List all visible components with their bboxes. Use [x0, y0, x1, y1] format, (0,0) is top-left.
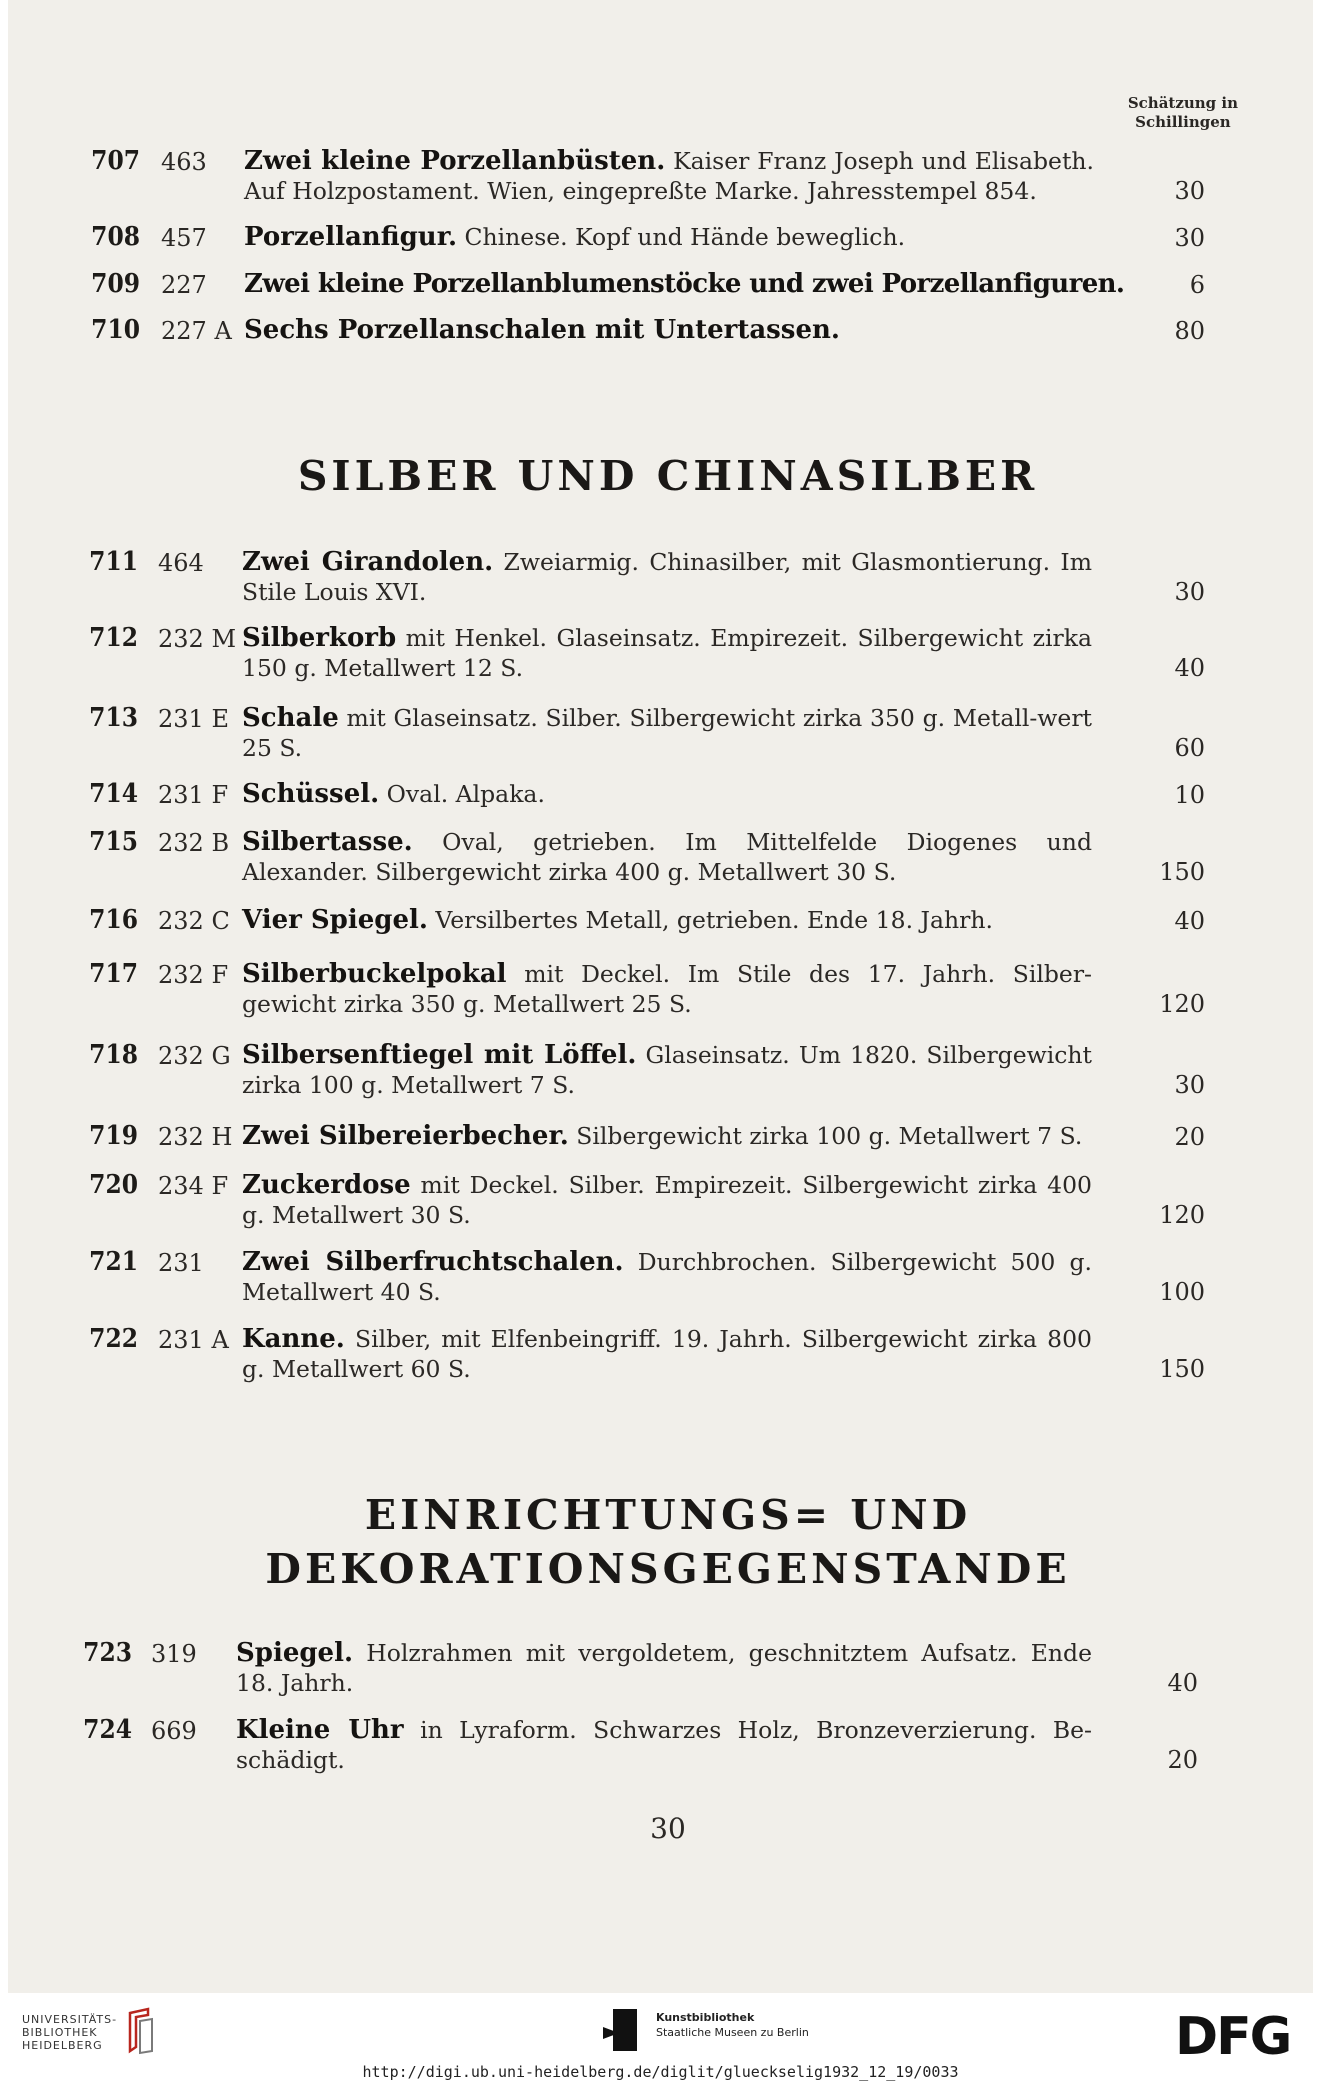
estimate-price: 20 [1174, 1123, 1205, 1151]
lot-number: 712 [89, 623, 138, 653]
entry-description [244, 146, 1094, 206]
estimate-price: 30 [1174, 224, 1205, 252]
reference-number: 231 E [158, 705, 229, 733]
entry-text: Glaseinsatz. Um 1820. Silbergewicht zirka 100 g. Metallwert 7 S. [242, 1041, 1092, 1099]
reference-number: 227 [161, 271, 207, 299]
lot-number: 711 [89, 547, 138, 577]
lot-number: 707 [91, 146, 140, 176]
reference-number: 234 F [158, 1172, 229, 1200]
entry-text: Silbergewicht zirka 100 g. Metallwert 7 S. [568, 1122, 1083, 1150]
estimate-price: 150 [1159, 858, 1205, 886]
estimate-price: 120 [1159, 990, 1205, 1018]
lot-number: 723 [83, 1638, 132, 1668]
entry-description [242, 1040, 1092, 1100]
kunstbibliothek-label [656, 2010, 809, 2040]
entry-title: Silberkorb [242, 623, 397, 653]
lot-number: 721 [89, 1247, 138, 1277]
entry-text: Durchbrochen. Silbergewicht 500 g. Metallwert 40 S. [242, 1248, 1093, 1306]
estimate-price: 30 [1174, 177, 1205, 205]
entry-description [242, 703, 1092, 763]
estimate-price: 40 [1167, 1669, 1198, 1697]
estimate-price: 40 [1174, 907, 1205, 935]
entry-description [244, 222, 1094, 252]
estimate-price: 60 [1174, 734, 1205, 762]
lot-number: 717 [89, 959, 138, 989]
entry-description [242, 623, 1092, 683]
entry-description [244, 269, 1124, 299]
entry-text: Holzrahmen mit vergoldetem, geschnitztem Aufsatz. Ende 18. Jahrh. [236, 1639, 1092, 1697]
entry-text: Oval. Alpaka. [379, 780, 545, 808]
estimate-header-line2: Schillingen [1135, 113, 1231, 131]
lot-number: 716 [89, 905, 138, 935]
entry-description [242, 1247, 1092, 1307]
catalog-page [8, 0, 1313, 1993]
reference-number: 231 [158, 1249, 204, 1277]
estimate-header-line1: Schätzung in [1127, 94, 1238, 112]
estimate-price: 100 [1159, 1278, 1205, 1306]
lot-number: 724 [83, 1715, 132, 1745]
lot-number: 709 [91, 269, 140, 299]
reference-number: 231 A [158, 1326, 229, 1354]
lot-number: 720 [89, 1170, 138, 1200]
reference-number: 231 F [158, 781, 229, 809]
kunstbibliothek-logo-icon [603, 2009, 637, 2051]
entry-description [236, 1638, 1092, 1698]
reference-number: 232 H [158, 1123, 233, 1151]
reference-number: 232 G [158, 1042, 231, 1070]
entry-description [242, 905, 1092, 935]
estimate-price: 150 [1159, 1355, 1205, 1383]
entry-text: Zweiarmig. Chinasilber, mit Glasmontierung. Im Stile Louis XVI. [242, 548, 1092, 606]
entry-title: Schale [242, 703, 339, 733]
reference-number: 319 [151, 1640, 197, 1668]
entry-description [242, 1170, 1092, 1230]
entry-title: Zwei kleine Porzellanbüsten. [244, 146, 666, 176]
entry-title: Silbertasse. [242, 827, 413, 857]
entry-title: Kleine Uhr [236, 1715, 404, 1745]
lot-number: 713 [89, 703, 138, 733]
entry-title: Silbersenftiegel mit Löffel. [242, 1040, 637, 1070]
entry-text: Silber, mit Elfenbeingriff. 19. Jahrh. Silbergewicht zirka 800 g. Metallwert 60 S. [242, 1325, 1092, 1383]
entry-description [242, 959, 1092, 1019]
estimate-price: 20 [1167, 1746, 1198, 1774]
entry-title: Sechs Porzellanschalen mit Untertassen. [244, 315, 840, 345]
entry-title: Silberbuckelpokal [242, 959, 507, 989]
reference-number: 463 [161, 148, 207, 176]
entry-title: Zwei Silbereierbecher. [242, 1121, 569, 1151]
lot-number: 715 [89, 827, 138, 857]
estimate-price: 30 [1174, 578, 1205, 606]
entry-text: mit Glaseinsatz. Silber. Silbergewicht zirka 350 g. Metall-wert 25 S. [242, 704, 1092, 762]
entry-text: Versilbertes Metall, getrieben. Ende 18. Jahrh. [427, 906, 993, 934]
estimate-price: 10 [1174, 781, 1205, 809]
entry-description [242, 1324, 1092, 1384]
entry-text: mit Henkel. Glaseinsatz. Empirezeit. Silbergewicht zirka 150 g. Metallwert 12 S. [242, 624, 1092, 682]
entry-text: mit Deckel. Silber. Empirezeit. Silbergewicht zirka 400 g. Metallwert 30 S. [242, 1171, 1092, 1229]
section-title-furnishings-line1: EINRICHTUNGS= UND [364, 1491, 972, 1539]
entry-title: Porzellanfigur. [244, 222, 458, 252]
lot-number: 708 [91, 222, 140, 252]
entry-text: mit Deckel. Im Stile des 17. Jahrh. Silber-gewicht zirka 350 g. Metallwert 25 S. [242, 960, 1092, 1018]
entry-description [242, 547, 1092, 607]
estimate-price: 30 [1174, 1071, 1205, 1099]
reference-number: 232 M [158, 625, 237, 653]
entry-title: Spiegel. [236, 1638, 354, 1668]
reference-number: 227 A [161, 317, 232, 345]
entry-title: Vier Spiegel. [242, 905, 428, 935]
reference-number: 232 B [158, 829, 230, 857]
estimate-price: 6 [1189, 271, 1205, 299]
entry-text: Oval, getrieben. Im Mittelfelde Diogenes und Alexander. Silbergewicht zirka 400 g. Metallwert 30 S. [242, 828, 1092, 886]
entry-title: Zwei kleine Porzellanblumenstöcke und zwei Porzellanfiguren. [244, 269, 1125, 299]
entry-text: in Lyraform. Schwarzes Holz, Bronzeverzierung. Be-schädigt. [236, 1716, 1092, 1774]
reference-number: 232 C [158, 907, 230, 935]
lot-number: 722 [89, 1324, 138, 1354]
entry-title: Zuckerdose [242, 1170, 411, 1200]
entry-title: Schüssel. [242, 779, 380, 809]
entry-text: Kaiser Franz Joseph und Elisabeth. Auf Holzpostament. Wien, eingepreßte Marke. Jahresstempel 854. [244, 147, 1095, 205]
estimate-price: 80 [1174, 317, 1205, 345]
entry-description [242, 827, 1092, 887]
estimate-price: 40 [1174, 654, 1205, 682]
reference-number: 464 [158, 549, 204, 577]
entry-description [242, 1121, 1092, 1151]
entry-title: Zwei Girandolen. [242, 547, 494, 577]
entry-description [242, 779, 1092, 809]
entry-title: Kanne. [242, 1324, 345, 1354]
digitization-footer [0, 1993, 1321, 2085]
entry-text: Chinese. Kopf und Hände beweglich. [457, 223, 906, 251]
entry-title: Zwei Silberfruchtschalen. [242, 1247, 624, 1277]
reference-number: 232 F [158, 961, 229, 989]
university-library-label: UNIVERSITÄTS- BIBLIOTHEK HEIDELBERG [22, 2013, 118, 2052]
kunstbibliothek-subtitle: Staatliche Museen zu Berlin [656, 2026, 809, 2039]
permalink-url[interactable]: http://digi.ub.uni-heidelberg.de/diglit/glueckselig1932_12_19/0033 [362, 2063, 959, 2081]
lot-number: 718 [89, 1040, 138, 1070]
reference-number: 457 [161, 224, 207, 252]
lot-number: 719 [89, 1121, 138, 1151]
page-number: 30 [650, 1812, 686, 1845]
estimate-price: 120 [1159, 1201, 1205, 1229]
entry-description [244, 315, 1094, 345]
reference-number: 669 [151, 1717, 197, 1745]
lot-number: 710 [91, 315, 140, 345]
estimate-column-header [1128, 94, 1238, 132]
dfg-logo: DFG [1175, 2007, 1291, 2067]
section-title-furnishings-line2: DEKORATIONSGEGENSTANDE [265, 1545, 1071, 1593]
section-title-silver: SILBER UND CHINASILBER [297, 452, 1039, 500]
kunstbibliothek-name: Kunstbibliothek [656, 2011, 755, 2024]
lot-number: 714 [89, 779, 138, 809]
heidelberg-library-logo-icon [122, 2007, 156, 2055]
entry-description [236, 1715, 1092, 1775]
